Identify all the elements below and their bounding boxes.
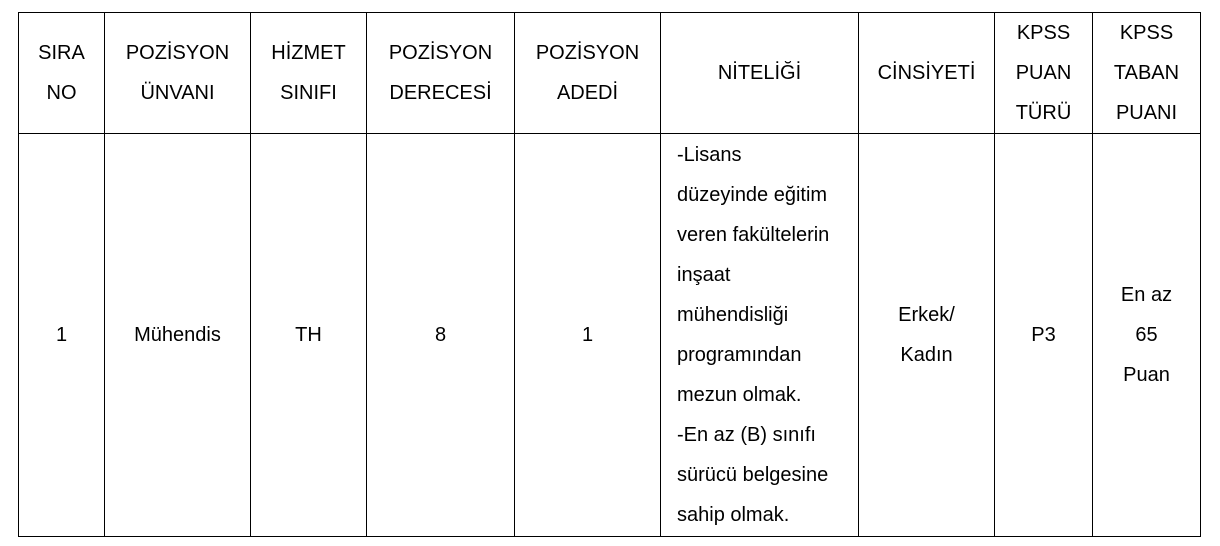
header-row (19, 13, 1201, 134)
cell-pozisyon-adedi: 1 (515, 134, 661, 537)
cell-sira-no: 1 (19, 134, 105, 537)
cell-pozisyon-derecesi: 8 (367, 134, 515, 537)
position-table (18, 12, 1201, 537)
cell-pozisyon-unvani: Mühendis (105, 134, 251, 537)
header-pozisyon-derecesi: POZİSYON DERECESİ (367, 13, 515, 134)
cell-cinsiyeti: Erkek/ Kadın (859, 134, 995, 537)
cell-kpss-puan-turu: P3 (995, 134, 1093, 537)
cell-kpss-taban-puani: En az 65 Puan (1093, 134, 1201, 537)
header-pozisyon-unvani: POZİSYON ÜNVANI (105, 13, 251, 134)
table-row (19, 134, 1201, 537)
header-kpss-puan-turu: KPSS PUAN TÜRÜ (995, 13, 1093, 134)
header-kpss-taban-puani: KPSS TABAN PUANI (1093, 13, 1201, 134)
header-hizmet-sinifi: HİZMET SINIFI (251, 13, 367, 134)
header-sira-no: SIRA NO (19, 13, 105, 134)
cell-niteligi: -Lisans düzeyinde eğitim veren fakültelerin inşaat mühendisliği programından mezun olmak. -En az (B) sınıfı sürücü belgesine sahip olmak. (661, 134, 859, 537)
header-niteligi: NİTELİĞİ (661, 13, 859, 134)
header-pozisyon-adedi: POZİSYON ADEDİ (515, 13, 661, 134)
cell-hizmet-sinifi: TH (251, 134, 367, 537)
header-cinsiyeti: CİNSİYETİ (859, 13, 995, 134)
